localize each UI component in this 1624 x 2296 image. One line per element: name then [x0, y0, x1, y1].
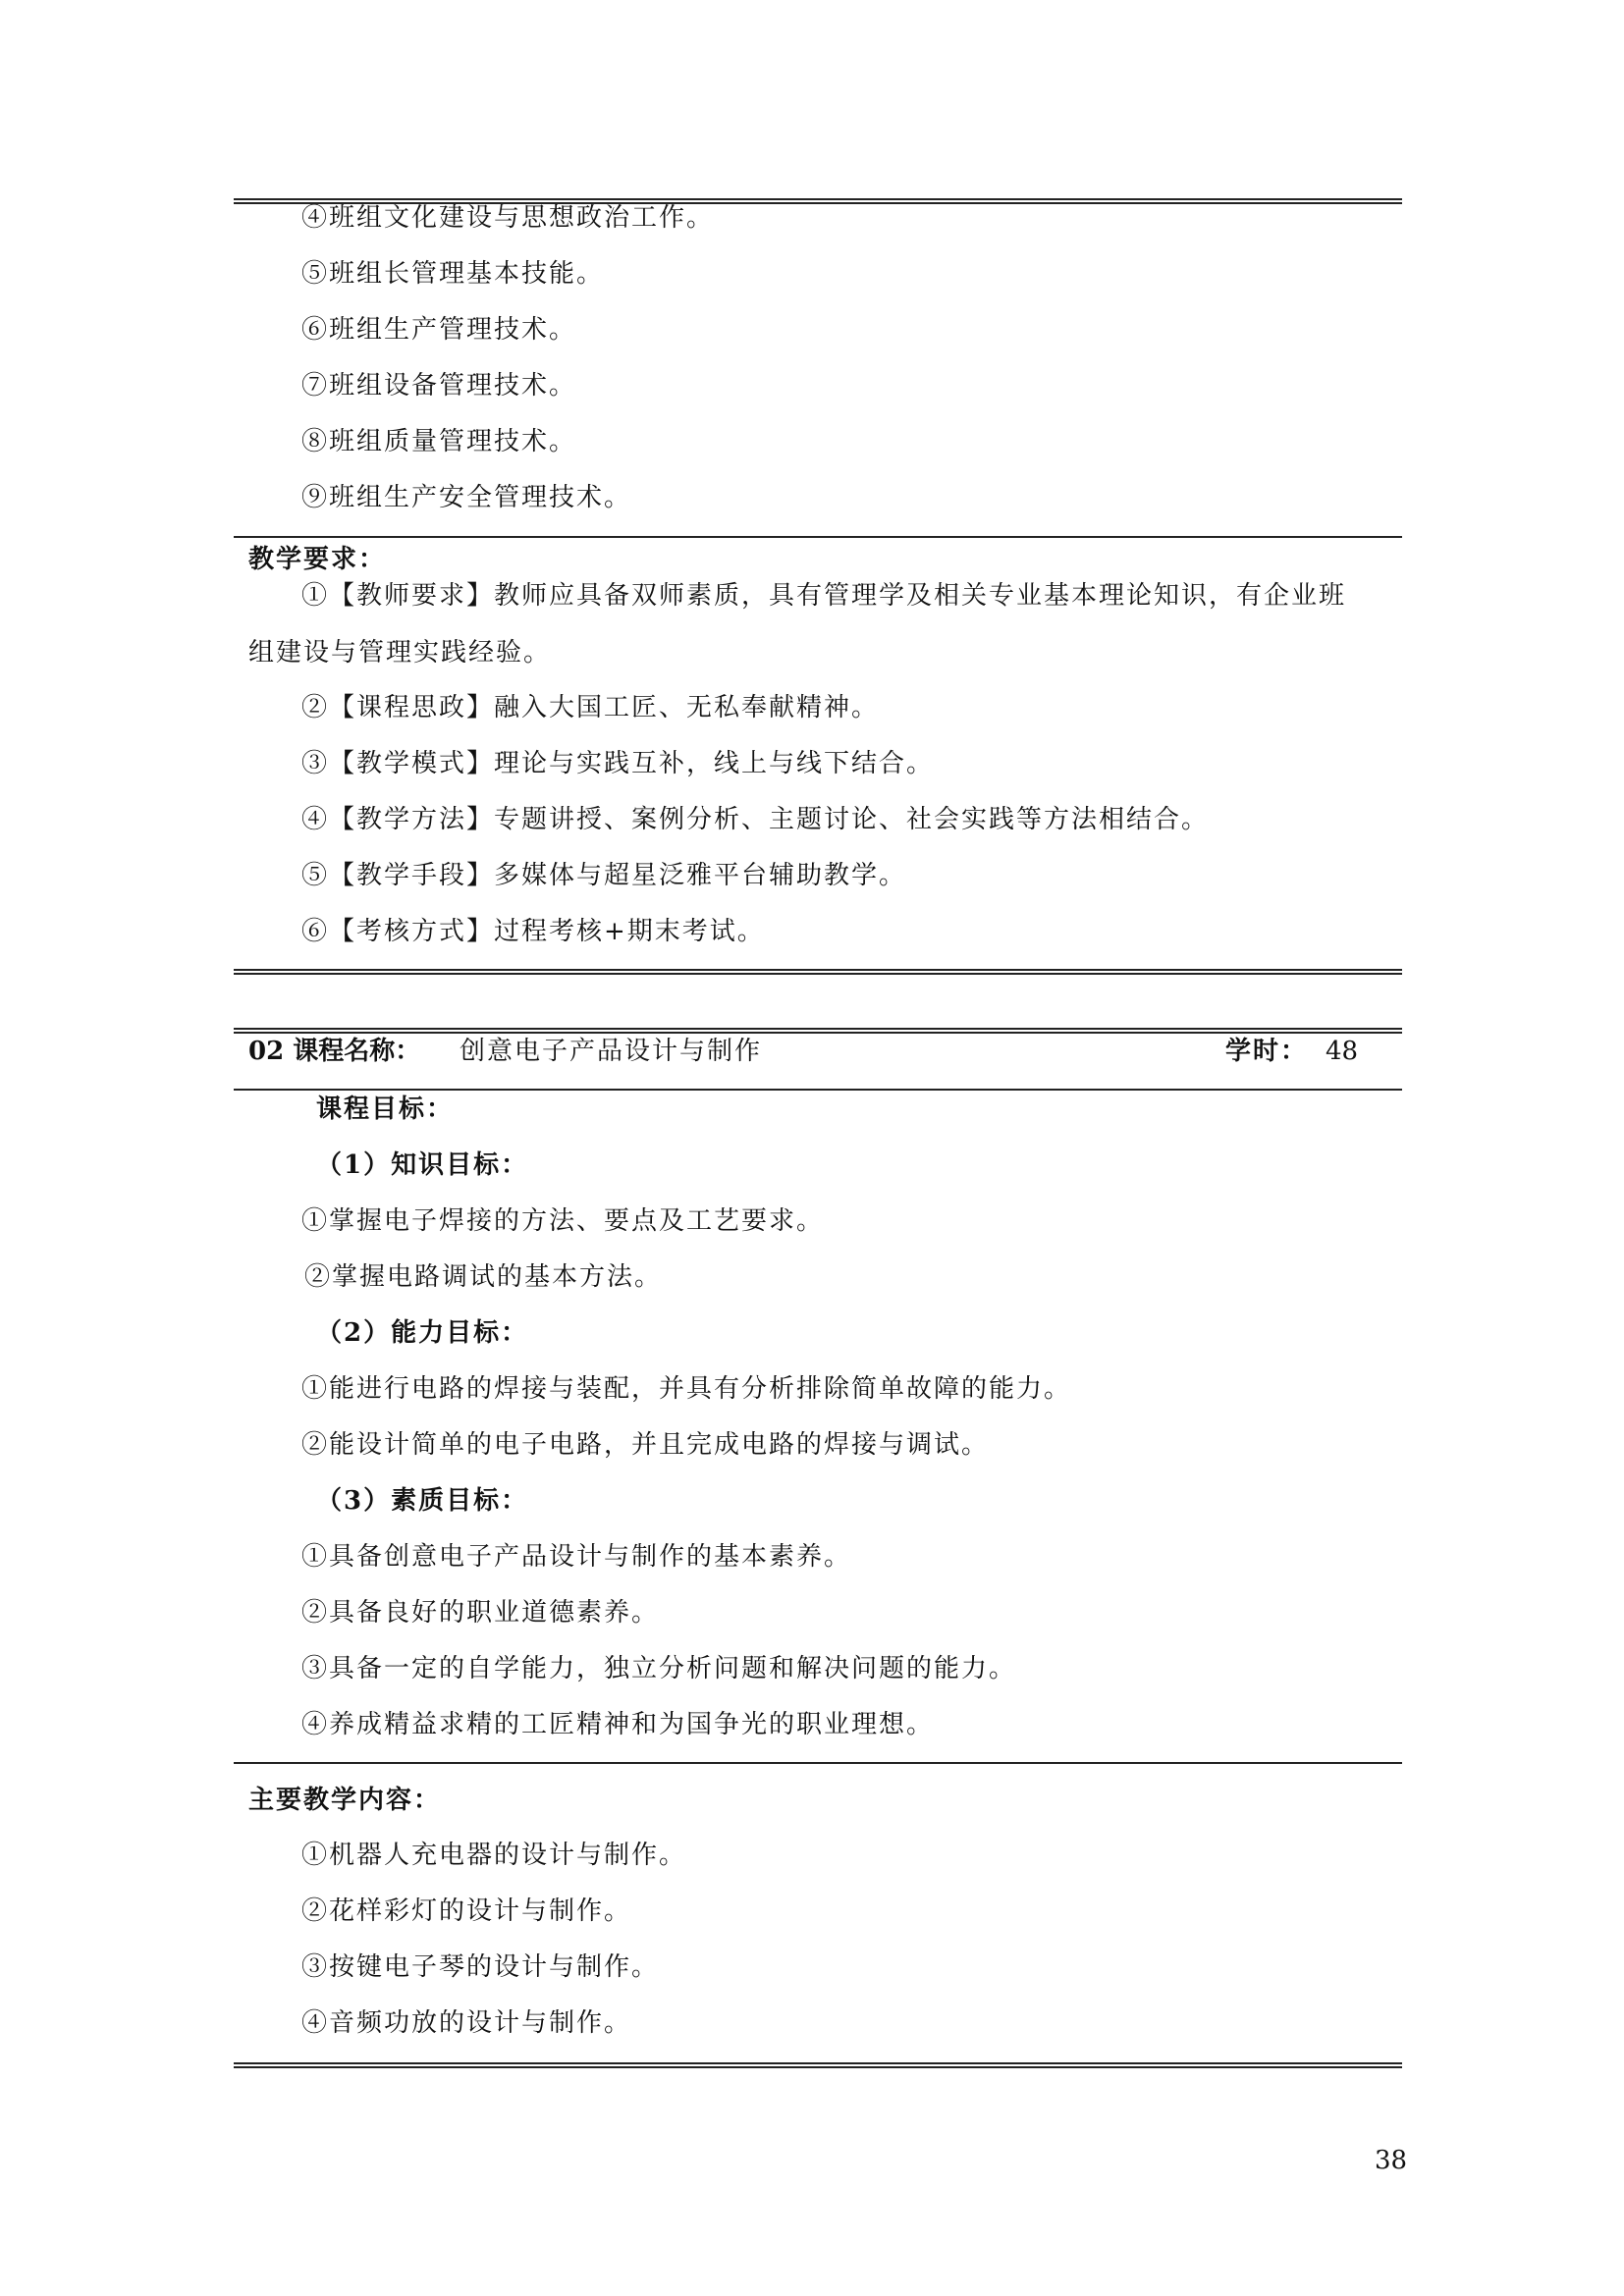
content-item: ⑥班组生产管理技术。 [301, 315, 577, 345]
requirement-item: 组建设与管理实践经验。 [248, 638, 552, 667]
goal-item: ①具备创意电子产品设计与制作的基本素养。 [301, 1542, 852, 1572]
table-border-bottom [234, 2062, 1402, 2068]
teaching-requirements-heading: 教学要求： [248, 545, 387, 574]
requirement-item: ②【课程思政】融入大国工匠、无私奉献精神。 [301, 693, 880, 722]
hours-value: 48 [1326, 1037, 1359, 1066]
requirement-item: ⑥【考核方式】过程考核+期末考试。 [301, 917, 765, 946]
requirement-item: ①【教师要求】教师应具备双师素质，具有管理学及相关专业基本理论知识，有企业班 [301, 581, 1347, 611]
content-item: ②花样彩灯的设计与制作。 [301, 1896, 632, 1926]
goal-item: ③具备一定的自学能力，独立分析问题和解决问题的能力。 [301, 1654, 1017, 1683]
content-item: ⑦班组设备管理技术。 [301, 371, 577, 400]
knowledge-goals-heading: （1）知识目标： [316, 1150, 529, 1180]
course-name: 创意电子产品设计与制作 [460, 1037, 763, 1066]
ability-goals-heading: （2）能力目标： [316, 1318, 529, 1348]
row-divider [234, 536, 1402, 538]
content-item: ④音频功放的设计与制作。 [301, 2008, 632, 2038]
row-divider [234, 1089, 1402, 1091]
course-label: 02 课程名称： [248, 1037, 421, 1066]
content-item: ⑤班组长管理基本技能。 [301, 259, 605, 289]
requirement-item: ③【教学模式】理论与实践互补，线上与线下结合。 [301, 749, 935, 778]
quality-goals-heading: （3）素质目标： [316, 1486, 529, 1516]
requirement-item: ④【教学方法】专题讲授、案例分析、主题讨论、社会实践等方法相结合。 [301, 805, 1210, 834]
goal-item: ①掌握电子焊接的方法、要点及工艺要求。 [301, 1206, 825, 1236]
table-border-top [234, 1028, 1402, 1034]
content-item: ④班组文化建设与思想政治工作。 [301, 203, 715, 233]
goal-item: ②掌握电路调试的基本方法。 [304, 1262, 663, 1292]
page-number: 38 [1375, 2146, 1408, 2175]
goal-item: ②具备良好的职业道德素养。 [301, 1598, 660, 1628]
content-item: ③按键电子琴的设计与制作。 [301, 1952, 660, 1982]
content-item: ①机器人充电器的设计与制作。 [301, 1841, 687, 1870]
goal-item: ②能设计简单的电子电路，并且完成电路的焊接与调试。 [301, 1430, 990, 1460]
table-border-bottom [234, 969, 1402, 975]
goal-item: ④养成精益求精的工匠精神和为国争光的职业理想。 [301, 1710, 935, 1739]
goal-item: ①能进行电路的焊接与装配，并具有分析排除简单故障的能力。 [301, 1374, 1072, 1404]
course-goals-heading: 课程目标： [316, 1095, 455, 1124]
main-content-heading: 主要教学内容： [248, 1786, 442, 1815]
row-divider [234, 1762, 1402, 1764]
requirement-item: ⑤【教学手段】多媒体与超星泛雅平台辅助教学。 [301, 861, 907, 890]
hours-label: 学时： [1225, 1037, 1309, 1066]
content-item: ⑧班组质量管理技术。 [301, 427, 577, 456]
content-item: ⑨班组生产安全管理技术。 [301, 483, 632, 512]
